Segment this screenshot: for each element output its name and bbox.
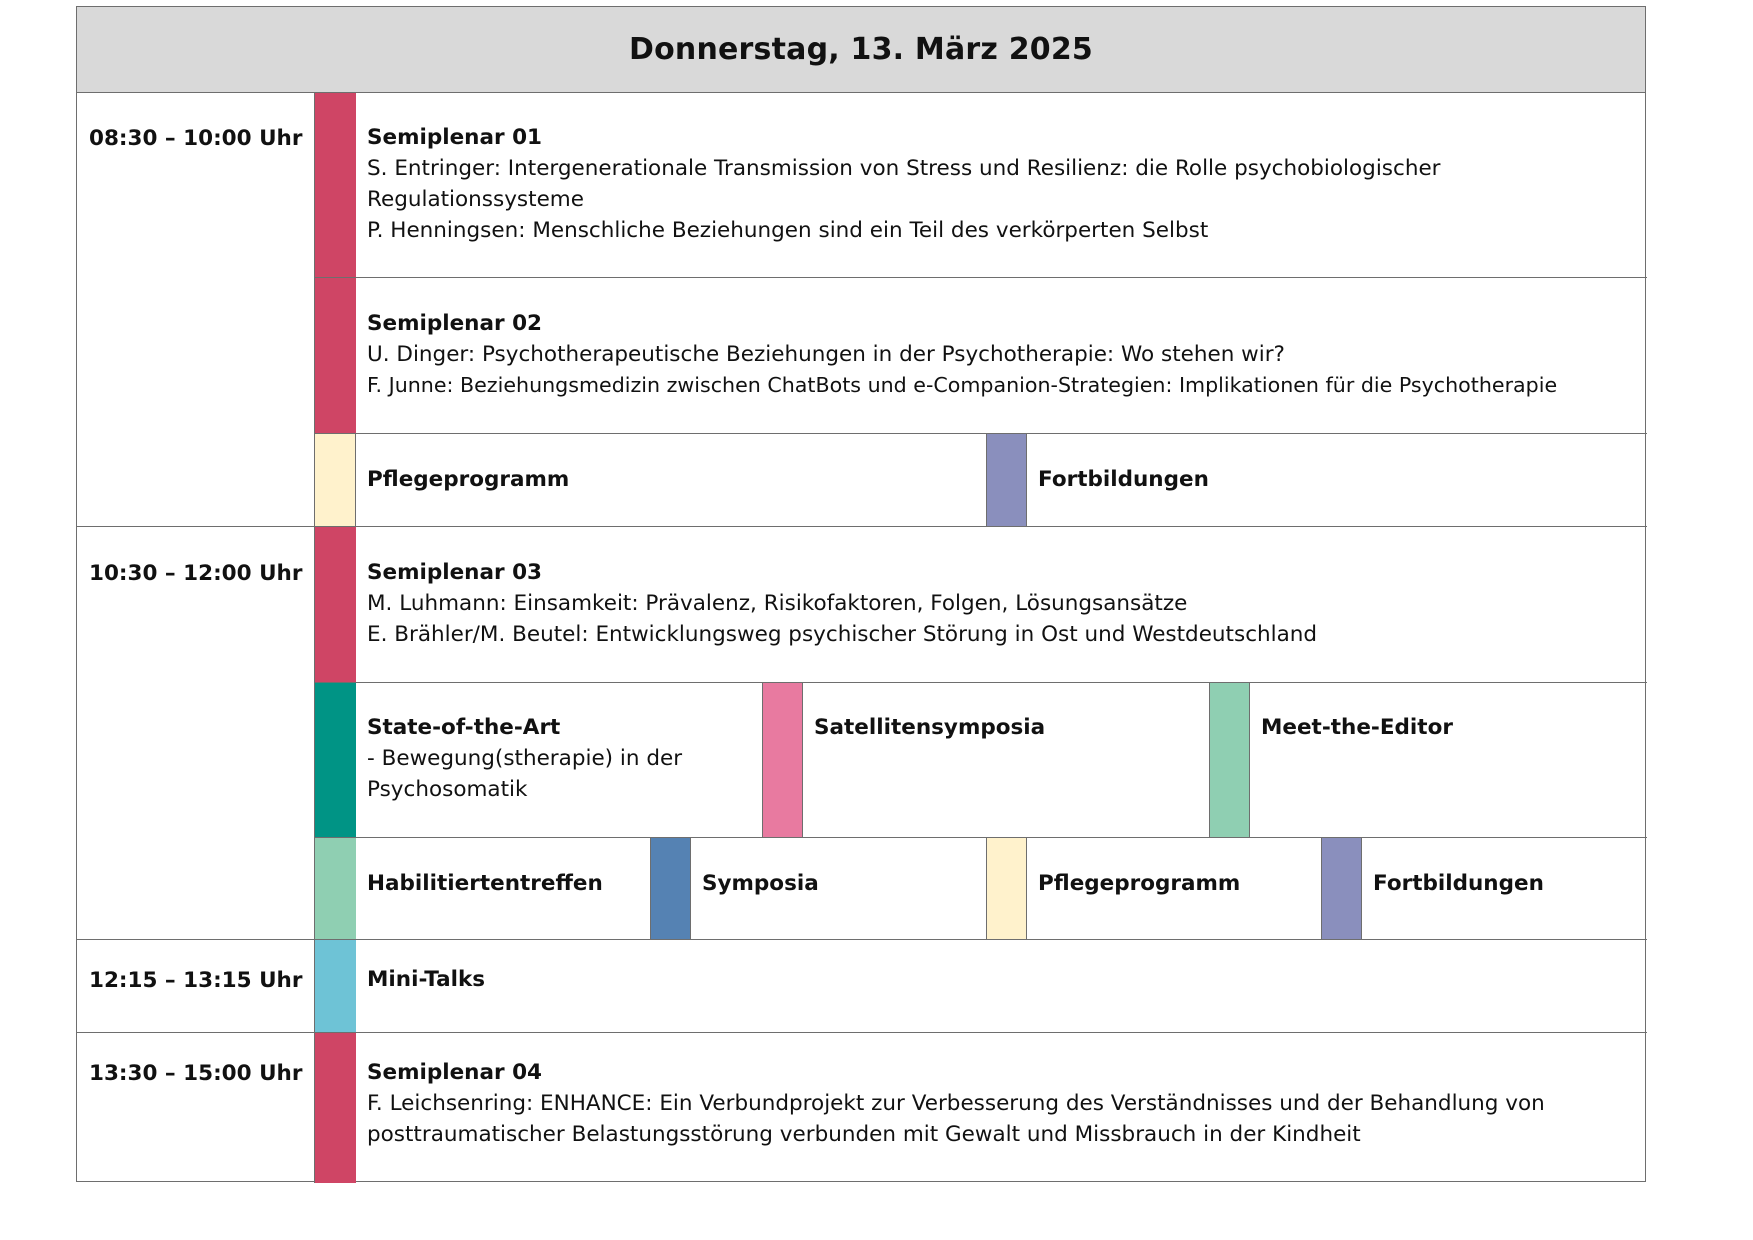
session-satellitensymposia: Satellitensymposia bbox=[814, 715, 1046, 740]
time-slot-label: 10:30 – 12:00 Uhr bbox=[89, 561, 303, 586]
color-bar-pflegeprogramm-2 bbox=[986, 838, 1027, 939]
session-meet-the-editor: Meet-the-Editor bbox=[1261, 715, 1453, 740]
talk-line: Psychosomatik bbox=[367, 777, 528, 802]
session-fortbildungen-2: Fortbildungen bbox=[1373, 871, 1544, 896]
session-semiplenar-02 bbox=[367, 308, 1642, 401]
session-mini-talks: Mini-Talks bbox=[367, 967, 486, 992]
row-divider bbox=[77, 1032, 1647, 1033]
day-header: Donnerstag, 13. März 2025 bbox=[77, 7, 1645, 93]
color-bar-fortbildungen bbox=[986, 434, 1027, 526]
talk-line: posttraumatischer Belastungsstörung verbunden mit Gewalt und Missbrauch in der Kindheit bbox=[367, 1122, 1361, 1147]
color-bar-mini-talks bbox=[315, 940, 356, 1032]
color-bar-semiplenar-01 bbox=[315, 93, 356, 277]
session-pflegeprogramm-2: Pflegeprogramm bbox=[1038, 871, 1241, 896]
session-symposia: Symposia bbox=[702, 871, 819, 896]
session-title: Semiplenar 04 bbox=[367, 1060, 543, 1085]
talk-line: E. Brähler/M. Beutel: Entwicklungsweg psychischer Störung in Ost und Westdeutschland bbox=[367, 622, 1318, 647]
talk-line: P. Henningsen: Menschliche Beziehungen sind ein Teil des verkörperten Selbst bbox=[367, 218, 1209, 243]
color-bar-habilitiertentreffen bbox=[315, 838, 356, 939]
color-bar-meet-the-editor bbox=[1209, 683, 1250, 837]
session-pflegeprogramm: Pflegeprogramm bbox=[367, 467, 570, 492]
talk-line: Regulationssysteme bbox=[367, 187, 584, 212]
color-bar-semiplenar-02 bbox=[315, 278, 356, 433]
time-slot-label: 08:30 – 10:00 Uhr bbox=[89, 126, 303, 151]
session-state-of-the-art bbox=[367, 712, 757, 805]
talk-line: U. Dinger: Psychotherapeutische Beziehungen in der Psychotherapie: Wo stehen wir? bbox=[367, 342, 1285, 367]
time-slot-label: 12:15 – 13:15 Uhr bbox=[89, 968, 303, 993]
color-bar-symposia bbox=[650, 838, 691, 939]
time-slot-label: 13:30 – 15:00 Uhr bbox=[89, 1061, 303, 1086]
session-habilitiertentreffen: Habilitiertentreffen bbox=[367, 871, 603, 896]
talk-line: M. Luhmann: Einsamkeit: Prävalenz, Risikofaktoren, Folgen, Lösungsansätze bbox=[367, 591, 1188, 616]
color-bar-semiplenar-03 bbox=[315, 527, 356, 682]
row-divider bbox=[314, 837, 1647, 838]
color-bar-state-of-the-art bbox=[315, 683, 356, 837]
row-divider bbox=[314, 277, 1647, 278]
talk-line: - Bewegung(stherapie) in der bbox=[367, 746, 683, 771]
row-divider bbox=[314, 433, 1647, 434]
session-title: Semiplenar 03 bbox=[367, 560, 543, 585]
color-bar-fortbildungen-2 bbox=[1321, 838, 1362, 939]
session-fortbildungen: Fortbildungen bbox=[1038, 467, 1209, 492]
talk-line: S. Entringer: Intergenerationale Transmission von Stress und Resilienz: die Rolle psychobiologischer bbox=[367, 156, 1441, 181]
session-title: Semiplenar 02 bbox=[367, 311, 543, 336]
color-bar-satellitensymposia bbox=[762, 683, 803, 837]
row-divider bbox=[77, 526, 1647, 527]
session-title: Semiplenar 01 bbox=[367, 125, 543, 150]
color-bar-pflegeprogramm bbox=[315, 434, 356, 526]
schedule-table bbox=[76, 6, 1646, 1182]
session-title: State-of-the-Art bbox=[367, 715, 561, 740]
session-semiplenar-04 bbox=[367, 1057, 1632, 1150]
talk-line: F. Leichsenring: ENHANCE: Ein Verbundprojekt zur Verbesserung des Verständnisses und der Behandlung von bbox=[367, 1091, 1545, 1116]
session-semiplenar-03 bbox=[367, 557, 1632, 650]
talk-line: F. Junne: Beziehungsmedizin zwischen ChatBots und e-Companion-Strategien: Implikationen für die Psychotherapie bbox=[367, 373, 1558, 397]
row-divider bbox=[77, 939, 1647, 940]
session-semiplenar-01 bbox=[367, 122, 1632, 246]
color-bar-semiplenar-04 bbox=[315, 1033, 356, 1183]
row-divider bbox=[314, 682, 1647, 683]
